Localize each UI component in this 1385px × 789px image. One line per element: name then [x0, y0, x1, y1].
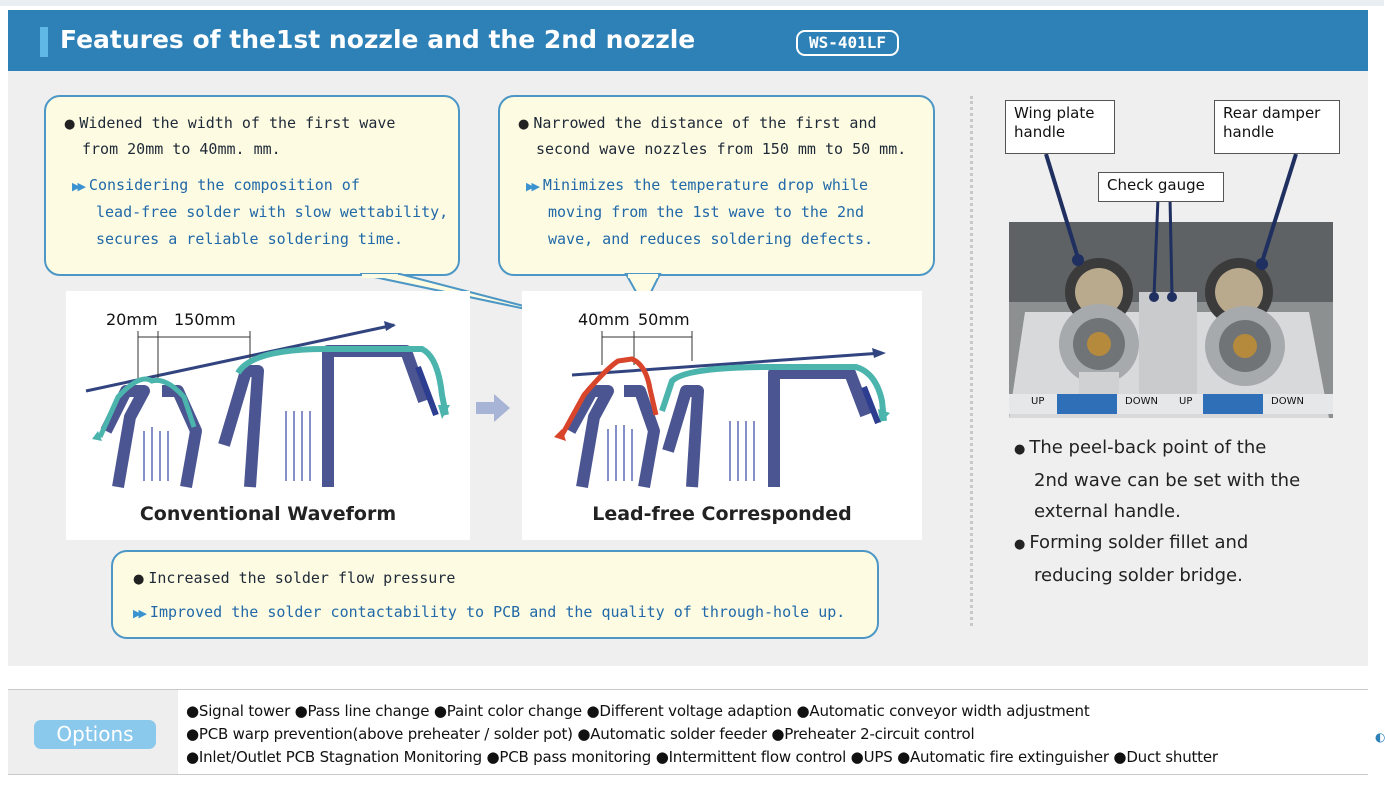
double-arrow-icon: ▶▶: [72, 180, 83, 193]
first-wave-point: ● Widened the width of the first wave: [64, 114, 396, 132]
bullet-icon: ●: [1014, 442, 1026, 457]
options-list: [186, 700, 1218, 769]
dim-label-150mm: 150mm: [174, 310, 236, 329]
down-label-1: DOWN: [1125, 396, 1158, 407]
options-line-3: ●Inlet/Outlet PCB Stagnation Monitoring ●PCB pass monitoring ●Intermittent flow control ●UPS ●Automatic fire extinguisher ●Duct shutter: [186, 748, 1218, 766]
first-wave-result-3: secures a reliable soldering time.: [96, 230, 404, 248]
up-label-2: UP: [1179, 396, 1193, 407]
dim-label-40mm: 40mm: [578, 310, 630, 329]
right-points: ● The peel-back point of the 2nd wave can be set with the external handle. ● Forming solder fillet and reducing solder bridge.: [1014, 432, 1300, 591]
down-label-2: DOWN: [1271, 396, 1304, 407]
bullet-icon: ●: [1014, 537, 1026, 552]
dim-label-20mm: 20mm: [106, 310, 158, 329]
wing-plate-callout: Wing plate handle: [1005, 100, 1115, 154]
first-wave-result-2: lead-free solder with slow wettability,: [96, 203, 449, 221]
model-badge: WS-401LF: [796, 30, 899, 56]
rear-damper-callout: Rear damper handle: [1214, 100, 1340, 154]
options-section: [8, 689, 1368, 775]
dim-label-50mm: 50mm: [638, 310, 690, 329]
options-line-1: ●Signal tower ●Pass line change ●Paint color change ●Different voltage adaption ●Automatic conveyor width adjustment: [186, 702, 1090, 720]
options-line-2: ●PCB warp prevention(above preheater / solder pot) ●Automatic solder feeder ●Preheater 2-circuit control: [186, 725, 975, 743]
options-label: Options: [34, 720, 156, 749]
conventional-caption: Conventional Waveform: [139, 503, 397, 525]
bullet-icon: ●: [518, 117, 530, 132]
distance-result: ▶▶ Minimizes the temperature drop while: [526, 176, 869, 194]
bullet-icon: ●: [133, 572, 145, 587]
distance-point: ● Narrowed the distance of the first and: [518, 114, 877, 132]
peel-back-point: ● The peel-back point of the: [1014, 437, 1267, 458]
flow-pressure-result: ▶▶ Improved the solder contactability to PCB and the quality of through-hole up.: [133, 603, 846, 621]
distance-point-cont: second wave nozzles from 150 mm to 50 mm.: [536, 140, 907, 158]
page-corner-icon: ◐: [1375, 730, 1385, 744]
section-title: Features of the1st nozzle and the 2nd nozzle: [60, 25, 696, 54]
check-gauge-callout: Check gauge: [1098, 172, 1224, 202]
flow-pressure-point: ● Increased the solder flow pressure: [133, 569, 456, 587]
bullet-icon: ●: [64, 117, 76, 132]
distance-result-2: moving from the 1st wave to the 2nd: [548, 203, 865, 221]
double-arrow-icon: ▶▶: [526, 180, 537, 193]
double-arrow-icon: ▶▶: [133, 607, 144, 620]
leadfree-caption: Lead-free Corresponded: [592, 503, 852, 525]
up-label-1: UP: [1031, 396, 1045, 407]
solder-fillet-point: ● Forming solder fillet and: [1014, 532, 1249, 553]
distance-result-3: wave, and reduces soldering defects.: [548, 230, 874, 248]
first-wave-result: ▶▶ Considering the composition of: [72, 176, 360, 194]
first-wave-point-cont: from 20mm to 40mm. mm.: [82, 140, 281, 158]
